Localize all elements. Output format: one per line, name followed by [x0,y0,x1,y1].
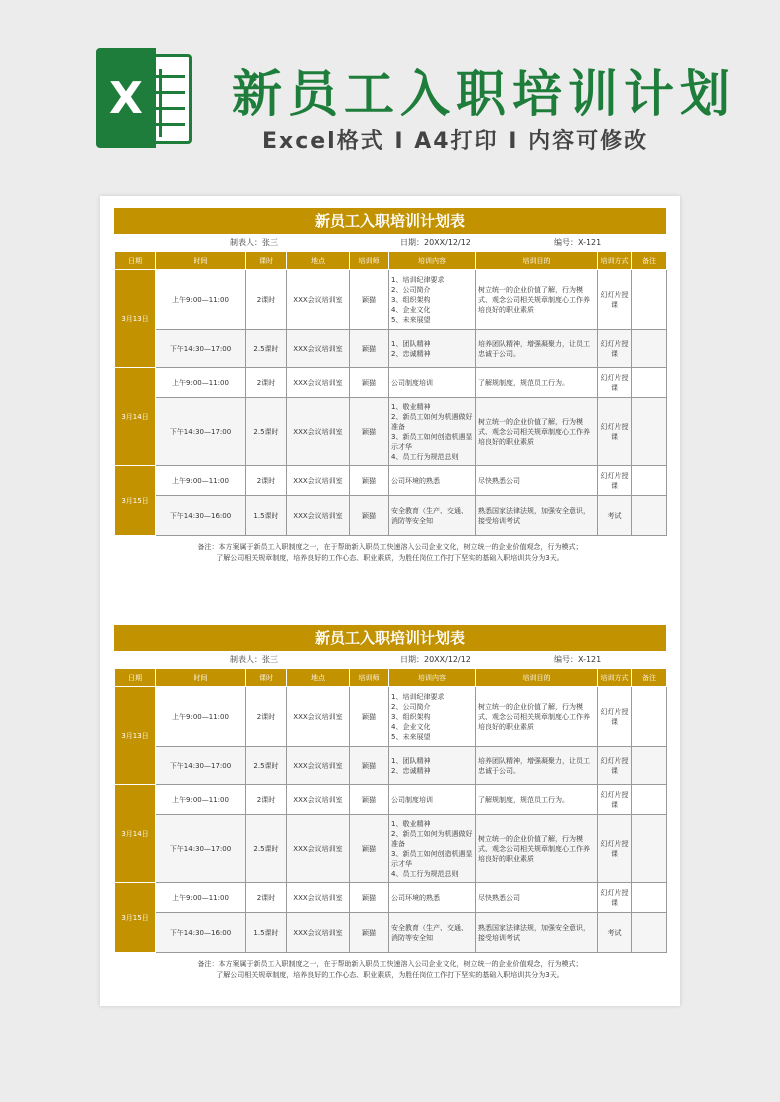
purpose-cell: 熟悉国家法律法规，加强安全意识，接受培训考试 [476,496,598,536]
table-row [115,785,667,815]
table-row [115,883,667,913]
method-cell: 幻灯片授课 [598,466,632,496]
method-cell: 考试 [598,913,632,953]
purpose-cell: 尽快熟悉公司 [476,883,598,913]
purpose-cell: 了解规制度，规范员工行为。 [476,785,598,815]
content-cell [389,398,476,466]
time-cell: 上午9:00—11:00 [156,270,246,330]
content-cell [389,747,476,785]
date-cell: 3月15日 [115,883,156,953]
method-cell: 幻灯片授课 [598,330,632,368]
hours-cell: 2课时 [246,466,287,496]
note-line: 备注：本方案属于新员工入职制度之一，在于帮助新入职员工快速溶入公司企业文化，树立统一的企业价值观念，行为模式； [197,960,583,968]
column-header: 地点 [287,669,350,687]
trainer-cell: 颖猫 [350,270,389,330]
table-row [115,496,667,536]
header [0,0,780,190]
sheet-note [114,542,666,564]
hours-cell: 1.5课时 [246,496,287,536]
content-cell [389,330,476,368]
time-cell: 上午9:00—11:00 [156,466,246,496]
schedule-block-1 [114,208,666,564]
hours-cell: 2课时 [246,368,287,398]
column-header: 地点 [287,252,350,270]
place-cell: XXX会议培训室 [287,815,350,883]
column-header: 日期 [115,252,156,270]
table-row [115,466,667,496]
place-cell: XXX会议培训室 [287,330,350,368]
remark-cell [632,466,667,496]
column-header: 培训师 [350,669,389,687]
date-cell: 3月13日 [115,270,156,368]
content-line: 2、公司简介 [391,702,431,711]
content-cell [389,913,476,953]
table-row [115,330,667,368]
column-header: 时间 [156,669,246,687]
hours-cell: 2.5课时 [246,398,287,466]
column-header: 课时 [246,669,287,687]
remark-cell [632,496,667,536]
hours-cell: 2课时 [246,785,287,815]
purpose-cell: 培养团队精神，增强凝聚力，让员工忠诚于公司。 [476,747,598,785]
table-row [115,270,667,330]
table-row [115,687,667,747]
content-line: 公司制度培训 [391,795,433,804]
table-row [115,815,667,883]
content-line: 1、敬业精神 [391,819,431,828]
trainer-cell: 颖猫 [350,747,389,785]
method-cell: 考试 [598,496,632,536]
column-header: 培训内容 [389,252,476,270]
sheet-number: 编号：X-121 [554,655,602,664]
content-line: 4、企业文化 [391,305,431,314]
content-line: 2、新员工如何为机遇做好准备 [391,412,473,431]
column-header: 时间 [156,252,246,270]
column-header: 培训目的 [476,669,598,687]
content-line: 公司环境的熟悉 [391,476,440,485]
purpose-cell: 熟悉国家法律法规，加强安全意识，接受培训考试 [476,913,598,953]
trainer-cell: 颖猫 [350,883,389,913]
method-cell: 幻灯片授课 [598,398,632,466]
content-line: 2、忠诚精神 [391,766,431,775]
place-cell: XXX会议培训室 [287,747,350,785]
trainer-cell: 颖猫 [350,785,389,815]
page-subtitle: Excel格式 I A4打印 I 内容可修改 [262,129,649,154]
content-line: 3、组织架构 [391,295,431,304]
content-line: 2、公司简介 [391,285,431,294]
place-cell: XXX会议培训室 [287,496,350,536]
column-header: 课时 [246,252,287,270]
content-cell [389,496,476,536]
time-cell: 上午9:00—11:00 [156,687,246,747]
note-line: 备注：本方案属于新员工入职制度之一，在于帮助新入职员工快速溶入公司企业文化，树立统一的企业价值观念，行为模式； [197,543,583,551]
date-cell: 3月14日 [115,368,156,466]
content-cell [389,785,476,815]
hours-cell: 2.5课时 [246,815,287,883]
remark-cell [632,398,667,466]
schedule-table [114,251,667,536]
place-cell: XXX会议培训室 [287,368,350,398]
content-line: 3、新员工如何创造机遇显示才华 [391,849,473,868]
time-cell: 下午14:30—17:00 [156,815,246,883]
time-cell: 上午9:00—11:00 [156,883,246,913]
content-cell [389,815,476,883]
note-line: 了解公司相关规章制度，培养良好的工作心态、职业素质，为胜任岗位工作打下坚实的基础入职培训共分为3天。 [216,971,564,979]
column-header: 日期 [115,669,156,687]
trainer-cell: 颖猫 [350,466,389,496]
table-row [115,368,667,398]
method-cell: 幻灯片授课 [598,747,632,785]
content-line: 4、员工行为规范总则 [391,869,459,878]
hours-cell: 2课时 [246,687,287,747]
remark-cell [632,368,667,398]
content-cell [389,883,476,913]
time-cell: 下午14:30—16:00 [156,496,246,536]
sheet-number: 编号：X-121 [554,238,602,247]
place-cell: XXX会议培训室 [287,883,350,913]
time-cell: 上午9:00—11:00 [156,368,246,398]
trainer-cell: 颖猫 [350,368,389,398]
method-cell: 幻灯片授课 [598,815,632,883]
content-line: 1、敬业精神 [391,402,431,411]
content-line: 5、未来展望 [391,732,431,741]
place-cell: XXX会议培训室 [287,398,350,466]
place-cell: XXX会议培训室 [287,687,350,747]
purpose-cell: 尽快熟悉公司 [476,466,598,496]
purpose-cell: 树立统一的企业价值了解，行为模式、观念公司相关规章制度心工作养培良好的职业素质 [476,815,598,883]
trainer-cell: 颖猫 [350,687,389,747]
purpose-cell: 树立统一的企业价值了解，行为模式、观念公司相关规章制度心工作养培良好的职业素质 [476,398,598,466]
remark-cell [632,270,667,330]
method-cell: 幻灯片授课 [598,368,632,398]
table-row [115,747,667,785]
content-line: 2、忠诚精神 [391,349,431,358]
place-cell: XXX会议培训室 [287,785,350,815]
content-cell [389,270,476,330]
trainer-cell: 颖猫 [350,330,389,368]
sheet-title: 新员工入职培训计划表 [114,625,666,651]
sheet-note [114,959,666,981]
time-cell: 上午9:00—11:00 [156,785,246,815]
excel-logo-icon [96,48,196,148]
method-cell: 幻灯片授课 [598,270,632,330]
time-cell: 下午14:30—16:00 [156,913,246,953]
column-header: 培训目的 [476,252,598,270]
content-line: 4、企业文化 [391,722,431,731]
table-row [115,398,667,466]
table-row [115,913,667,953]
sheet-maker: 制表人：张三 [230,238,278,247]
content-line: 1、培训纪律要求 [391,275,445,284]
content-line: 1、团队精神 [391,339,431,348]
content-line: 3、组织架构 [391,712,431,721]
remark-cell [632,883,667,913]
hours-cell: 2.5课时 [246,330,287,368]
remark-cell [632,747,667,785]
content-line: 公司环境的熟悉 [391,893,440,902]
column-header: 培训内容 [389,669,476,687]
content-line: 1、培训纪律要求 [391,692,445,701]
date-cell: 3月14日 [115,785,156,883]
schedule-block-2 [114,625,666,981]
hours-cell: 2课时 [246,270,287,330]
method-cell: 幻灯片授课 [598,883,632,913]
trainer-cell: 颖猫 [350,496,389,536]
page-title: 新员工入职培训计划 [232,65,736,123]
method-cell: 幻灯片授课 [598,785,632,815]
purpose-cell: 了解规制度，规范员工行为。 [476,368,598,398]
content-line: 1、团队精神 [391,756,431,765]
column-header: 培训方式 [598,669,632,687]
sheet-date: 日期：20XX/12/12 [400,655,471,664]
time-cell: 下午14:30—17:00 [156,398,246,466]
content-cell [389,368,476,398]
content-cell [389,466,476,496]
time-cell: 下午14:30—17:00 [156,330,246,368]
remark-cell [632,785,667,815]
table-header-row [115,669,667,687]
place-cell: XXX会议培训室 [287,270,350,330]
trainer-cell: 颖猫 [350,815,389,883]
content-cell [389,687,476,747]
sheet-maker: 制表人：张三 [230,655,278,664]
column-header: 培训师 [350,252,389,270]
content-line: 4、员工行为规范总则 [391,452,459,461]
purpose-cell: 树立统一的企业价值了解，行为模式、观念公司相关规章制度心工作养培良好的职业素质 [476,687,598,747]
hours-cell: 2.5课时 [246,747,287,785]
table-header-row [115,252,667,270]
place-cell: XXX会议培训室 [287,913,350,953]
purpose-cell: 树立统一的企业价值了解，行为模式、观念公司相关规章制度心工作养培良好的职业素质 [476,270,598,330]
hours-cell: 1.5课时 [246,913,287,953]
remark-cell [632,687,667,747]
trainer-cell: 颖猫 [350,398,389,466]
date-cell: 3月13日 [115,687,156,785]
content-line: 3、新员工如何创造机遇显示才华 [391,432,473,451]
date-cell: 3月15日 [115,466,156,536]
sheet-date: 日期：20XX/12/12 [400,238,471,247]
excel-x-mark: X [96,48,156,148]
document-preview [100,196,680,1006]
sheet-title: 新员工入职培训计划表 [114,208,666,234]
place-cell: XXX会议培训室 [287,466,350,496]
sheet-meta [114,651,666,668]
hours-cell: 2课时 [246,883,287,913]
method-cell: 幻灯片授课 [598,687,632,747]
content-line: 2、新员工如何为机遇做好准备 [391,829,473,848]
remark-cell [632,815,667,883]
trainer-cell: 颖猫 [350,913,389,953]
column-header: 培训方式 [598,252,632,270]
content-line: 安全教育（生产、交通、消防等安全知 [391,506,468,525]
column-header: 备注 [632,669,667,687]
content-line: 5、未来展望 [391,315,431,324]
purpose-cell: 培养团队精神，增强凝聚力，让员工忠诚于公司。 [476,330,598,368]
remark-cell [632,330,667,368]
sheet-meta [114,234,666,251]
content-line: 安全教育（生产、交通、消防等安全知 [391,923,468,942]
remark-cell [632,913,667,953]
column-header: 备注 [632,252,667,270]
note-line: 了解公司相关规章制度，培养良好的工作心态、职业素质，为胜任岗位工作打下坚实的基础入职培训共分为3天。 [216,554,564,562]
content-line: 公司制度培训 [391,378,433,387]
time-cell: 下午14:30—17:00 [156,747,246,785]
schedule-table [114,668,667,953]
